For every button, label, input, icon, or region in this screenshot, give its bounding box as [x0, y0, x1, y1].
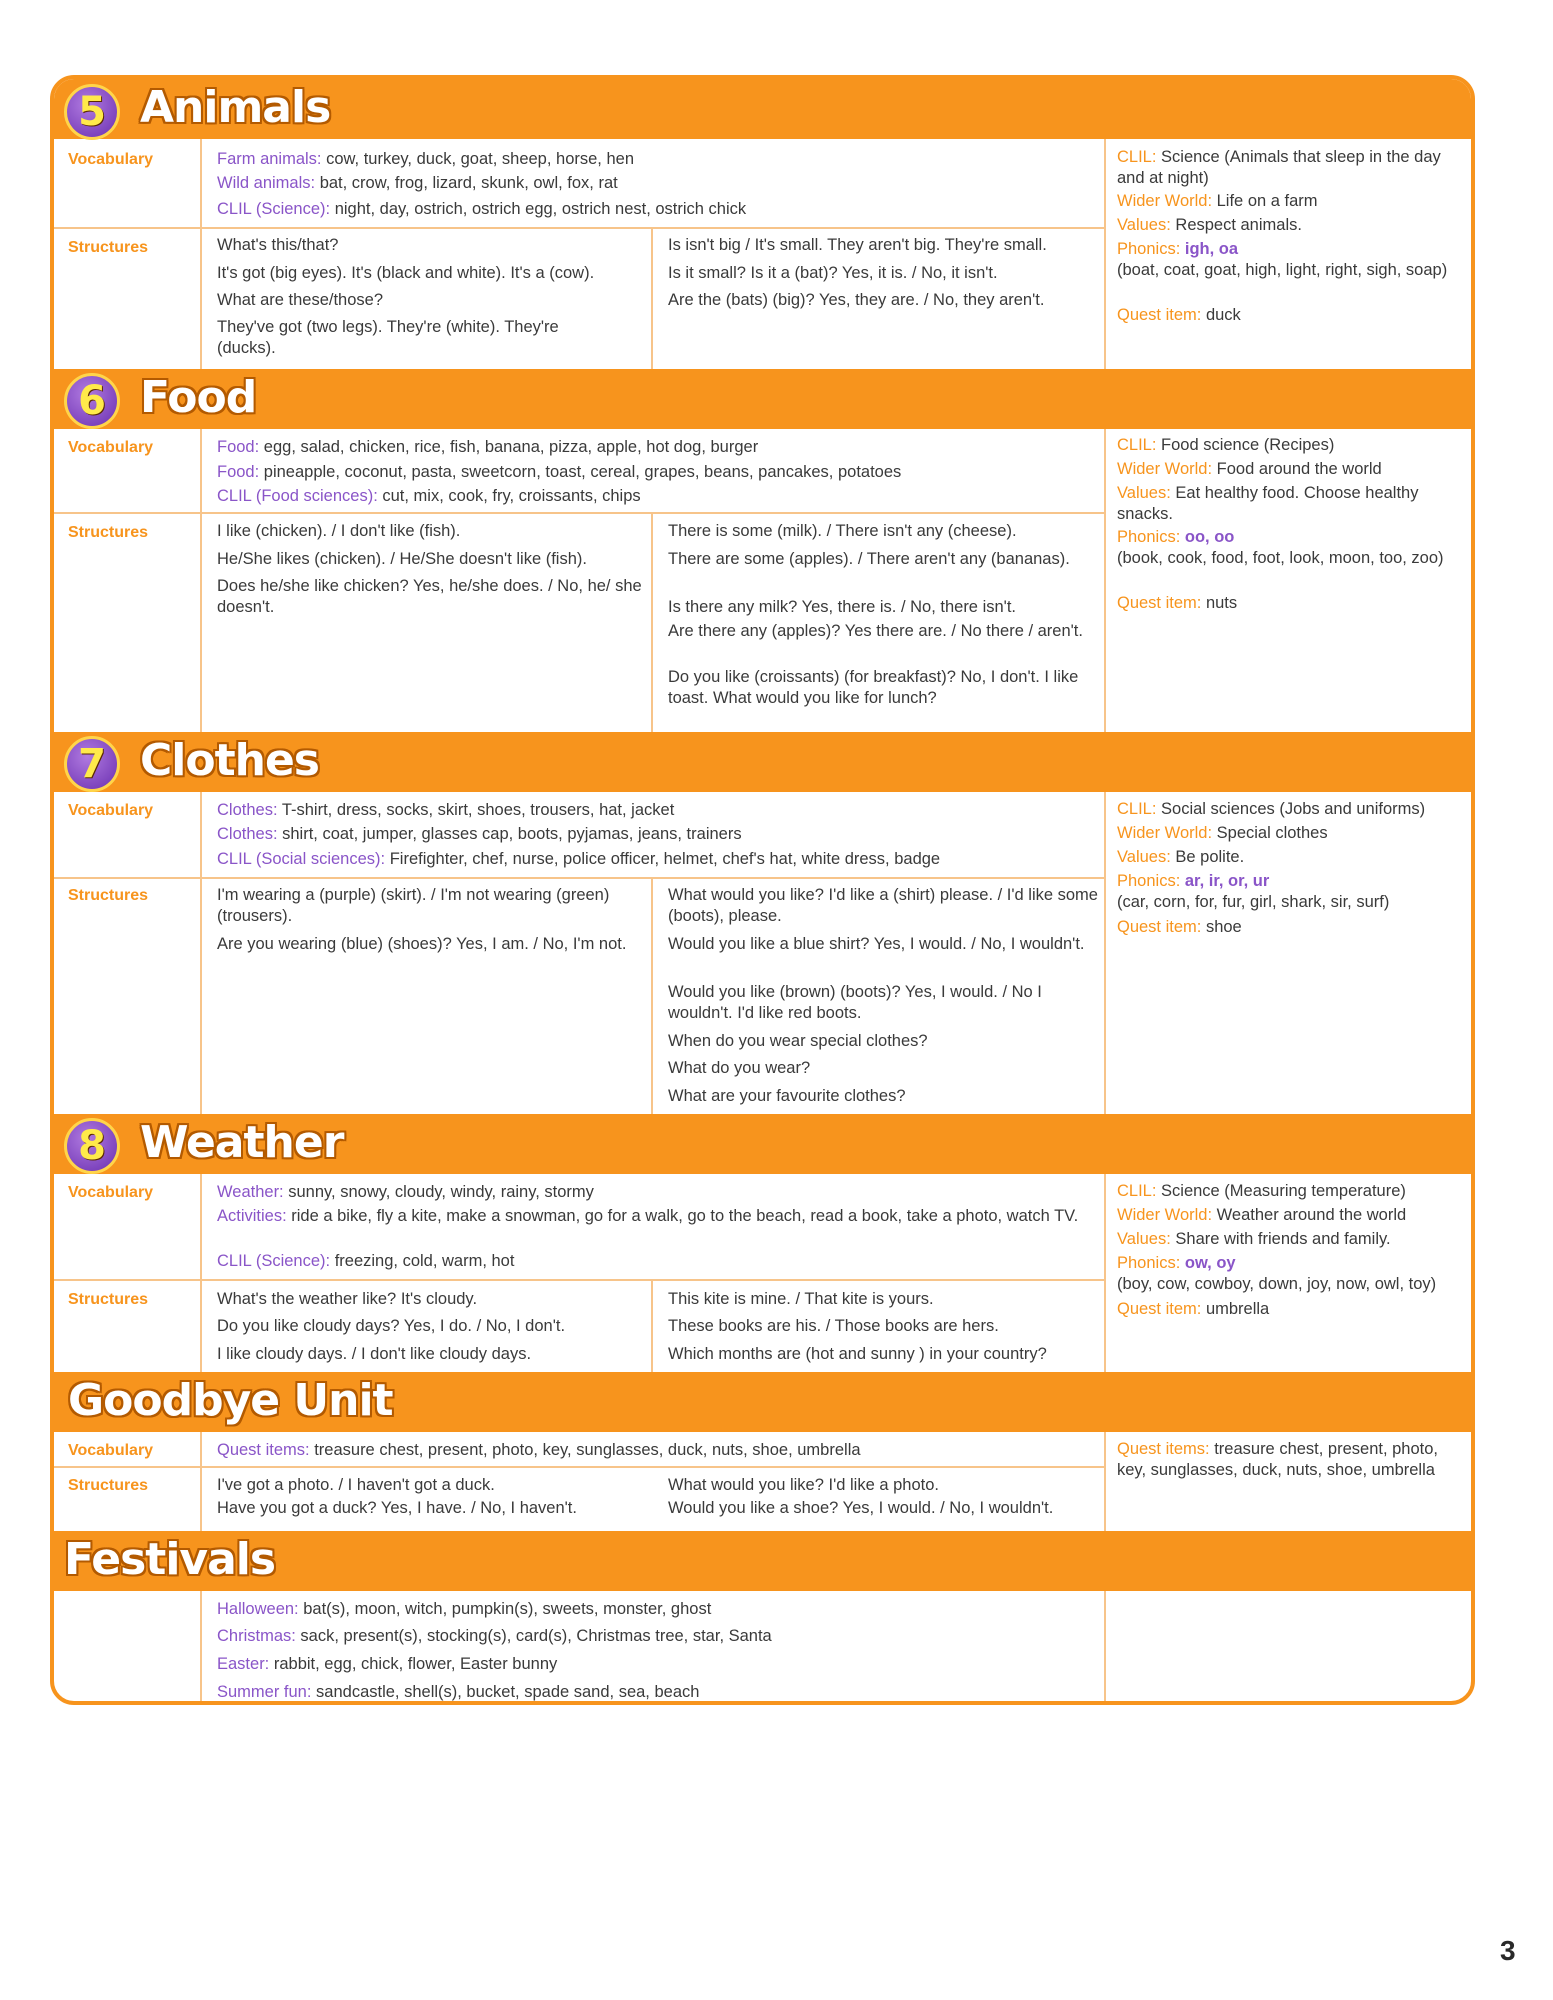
- side-line: CLIL: Social sciences (Jobs and uniforms): [1117, 800, 1426, 818]
- side-line: Phonics: igh, oa: [1117, 240, 1239, 258]
- structure-line: Would you like a shoe? Yes, I would. / No, I wouldn't.: [668, 1499, 1054, 1517]
- structures-label: Structures: [68, 887, 149, 904]
- structure-line: Are there any (apples)? Yes there are. / No there / aren't.: [668, 622, 1083, 640]
- structure-line: They've got (two legs). They're (white). They're (ducks).: [217, 318, 559, 357]
- structure-line: It's got (big eyes). It's (black and white). It's a (cow).: [217, 264, 595, 282]
- syllabus-table: [50, 75, 1475, 1705]
- structure-line: What would you like? I'd like a photo.: [668, 1476, 939, 1494]
- structure-line: Have you got a duck? Yes, I have. / No, I haven't.: [217, 1499, 577, 1517]
- structure-line: Is it small? Is it a (bat)? Yes, it is. / No, it isn't.: [668, 264, 998, 282]
- structure-line: What are these/those?: [217, 291, 384, 309]
- unit-title: Clothes: [140, 735, 319, 786]
- side-line: (boy, cow, cowboy, down, joy, now, owl, toy): [1117, 1275, 1437, 1293]
- structure-line: What do you wear?: [668, 1059, 811, 1077]
- structure-line: What's this/that?: [217, 236, 339, 254]
- structure-line: Are you wearing (blue) (shoes)? Yes, I am. / No, I'm not.: [217, 935, 627, 953]
- vocabulary-line: Wild animals: bat, crow, frog, lizard, skunk, owl, fox, rat: [217, 174, 618, 192]
- structure-line: I like (chicken). / I don't like (fish).: [217, 522, 461, 540]
- unit-title: Goodbye Unit: [68, 1375, 393, 1426]
- vocabulary-label: Vocabulary: [68, 1184, 154, 1201]
- side-line: Values: Share with friends and family.: [1117, 1230, 1391, 1248]
- structures-label: Structures: [68, 524, 149, 541]
- festival-line: Easter: rabbit, egg, chick, flower, Easter bunny: [217, 1655, 558, 1673]
- vocabulary-line: CLIL (Science): freezing, cold, warm, hot: [217, 1252, 515, 1270]
- structures-label: Structures: [68, 1291, 149, 1308]
- festival-line: Christmas: sack, present(s), stocking(s), card(s), Christmas tree, star, Santa: [217, 1627, 772, 1645]
- vocabulary-line: CLIL (Social sciences): Firefighter, chef, nurse, police officer, helmet, chef's hat, white dress, badge: [217, 850, 941, 868]
- side-line: Wider World: Special clothes: [1117, 824, 1328, 842]
- vocabulary-line: Farm animals: cow, turkey, duck, goat, sheep, horse, hen: [217, 150, 634, 168]
- side-line: (boat, coat, goat, high, light, right, sigh, soap): [1117, 261, 1448, 279]
- vocabulary-label: Vocabulary: [68, 439, 154, 456]
- side-line: Phonics: ar, ir, or, ur: [1117, 872, 1270, 890]
- structure-line: There is some (milk). / There isn't any (cheese).: [668, 522, 1017, 540]
- side-line: CLIL: Science (Animals that sleep in the day and at night): [1117, 148, 1441, 187]
- structure-line: Would you like a blue shirt? Yes, I would. / No, I wouldn't.: [668, 935, 1085, 953]
- unit-title: Food: [140, 372, 257, 423]
- structure-line: I'm wearing a (purple) (skirt). / I'm not wearing (green) (trousers).: [217, 886, 610, 925]
- structure-line: What would you like? I'd like a (shirt) please. / I'd like some (boots), please.: [668, 886, 1098, 925]
- structure-line: When do you wear special clothes?: [668, 1032, 928, 1050]
- vocabulary-line: Activities: ride a bike, fly a kite, make a snowman, go for a walk, go to the beach, read a book, take a photo, watch TV.: [217, 1207, 1079, 1225]
- vocabulary-line: Weather: sunny, snowy, cloudy, windy, rainy, stormy: [217, 1183, 594, 1201]
- structure-line: These books are his. / Those books are hers.: [668, 1317, 999, 1335]
- festival-line: Halloween: bat(s), moon, witch, pumpkin(s), sweets, monster, ghost: [217, 1600, 712, 1618]
- unit-title: Animals: [140, 82, 331, 133]
- vocabulary-line: CLIL (Food sciences): cut, mix, cook, fry, croissants, chips: [217, 487, 641, 505]
- vocabulary-line: Clothes: T-shirt, dress, socks, skirt, shoes, trousers, hat, jacket: [217, 801, 675, 819]
- side-line: Quest item: shoe: [1117, 918, 1242, 936]
- unit-number-badge: 6: [64, 373, 120, 429]
- unit-number-badge: 5: [64, 84, 120, 140]
- side-line: Quest item: umbrella: [1117, 1300, 1270, 1318]
- vocabulary-line: CLIL (Science): night, day, ostrich, ostrich egg, ostrich nest, ostrich chick: [217, 200, 747, 218]
- vocabulary-label: Vocabulary: [68, 151, 154, 168]
- side-line: (car, corn, for, fur, girl, shark, sir, surf): [1117, 893, 1390, 911]
- page-number: 3: [1500, 1935, 1516, 1966]
- structure-line: I like cloudy days. / I don't like cloudy days.: [217, 1345, 532, 1363]
- side-line: Quest item: nuts: [1117, 594, 1238, 612]
- structure-line: Are the (bats) (big)? Yes, they are. / No, they aren't.: [668, 291, 1045, 309]
- structure-line: There are some (apples). / There aren't any (bananas).: [668, 550, 1070, 568]
- side-line: (book, cook, food, foot, look, moon, too, zoo): [1117, 549, 1444, 567]
- side-line: Values: Be polite.: [1117, 848, 1245, 866]
- structure-line: I've got a photo. / I haven't got a duck.: [217, 1476, 495, 1494]
- vocabulary-label: Vocabulary: [68, 1442, 154, 1459]
- structure-line: Is isn't big / It's small. They aren't big. They're small.: [668, 236, 1047, 254]
- structure-line: What's the weather like? It's cloudy.: [217, 1290, 478, 1308]
- side-line: Wider World: Weather around the world: [1117, 1206, 1407, 1224]
- structure-line: Would you like (brown) (boots)? Yes, I would. / No I wouldn't. I'd like red boots.: [668, 983, 1042, 1022]
- side-line: Phonics: ow, oy: [1117, 1254, 1236, 1272]
- structure-line: He/She likes (chicken). / He/She doesn't like (fish).: [217, 550, 587, 568]
- structure-line: Do you like (croissants) (for breakfast)? No, I don't. I like toast. What would you like for lunch?: [668, 668, 1079, 707]
- unit-number-badge: 8: [64, 1118, 120, 1174]
- unit-number-badge: 7: [64, 736, 120, 792]
- structure-line: Which months are (hot and sunny ) in your country?: [668, 1345, 1047, 1363]
- festival-line: Summer fun: sandcastle, shell(s), bucket, spade sand, sea, beach: [217, 1683, 700, 1701]
- structures-label: Structures: [68, 239, 149, 256]
- festivals-title: Festivals: [64, 1534, 276, 1585]
- side-line: Phonics: oo, oo: [1117, 528, 1235, 546]
- side-line: Quest item: duck: [1117, 306, 1241, 324]
- vocabulary-line: Food: egg, salad, chicken, rice, fish, banana, pizza, apple, hot dog, burger: [217, 438, 759, 456]
- side-line: Wider World: Food around the world: [1117, 460, 1382, 478]
- structure-line: Does he/she like chicken? Yes, he/she does. / No, he/ she doesn't.: [217, 577, 642, 616]
- structures-label: Structures: [68, 1477, 149, 1494]
- unit-title: Weather: [140, 1117, 344, 1168]
- structure-line: What are your favourite clothes?: [668, 1087, 906, 1105]
- side-line: Wider World: Life on a farm: [1117, 192, 1318, 210]
- side-line: CLIL: Food science (Recipes): [1117, 436, 1335, 454]
- side-line: Values: Eat healthy food. Choose healthy snacks.: [1117, 484, 1419, 523]
- vocabulary-line: Food: pineapple, coconut, pasta, sweetcorn, toast, cereal, grapes, beans, pancakes, potatoes: [217, 463, 902, 481]
- side-line: CLIL: Science (Measuring temperature): [1117, 1182, 1406, 1200]
- structure-line: Do you like cloudy days? Yes, I do. / No, I don't.: [217, 1317, 566, 1335]
- side-line: Quest items: treasure chest, present, photo, key, sunglasses, duck, nuts, shoe, umbrella: [1117, 1440, 1439, 1479]
- unit-header-food: [54, 369, 1471, 429]
- side-line: Values: Respect animals.: [1117, 216, 1302, 234]
- vocabulary-line: Quest items: treasure chest, present, photo, key, sunglasses, duck, nuts, shoe, umbrella: [217, 1441, 861, 1459]
- vocabulary-label: Vocabulary: [68, 802, 154, 819]
- structure-line: This kite is mine. / That kite is yours.: [668, 1290, 934, 1308]
- vocabulary-line: Clothes: shirt, coat, jumper, glasses cap, boots, pyjamas, jeans, trainers: [217, 825, 742, 843]
- structure-line: Is there any milk? Yes, there is. / No, there isn't.: [668, 598, 1016, 616]
